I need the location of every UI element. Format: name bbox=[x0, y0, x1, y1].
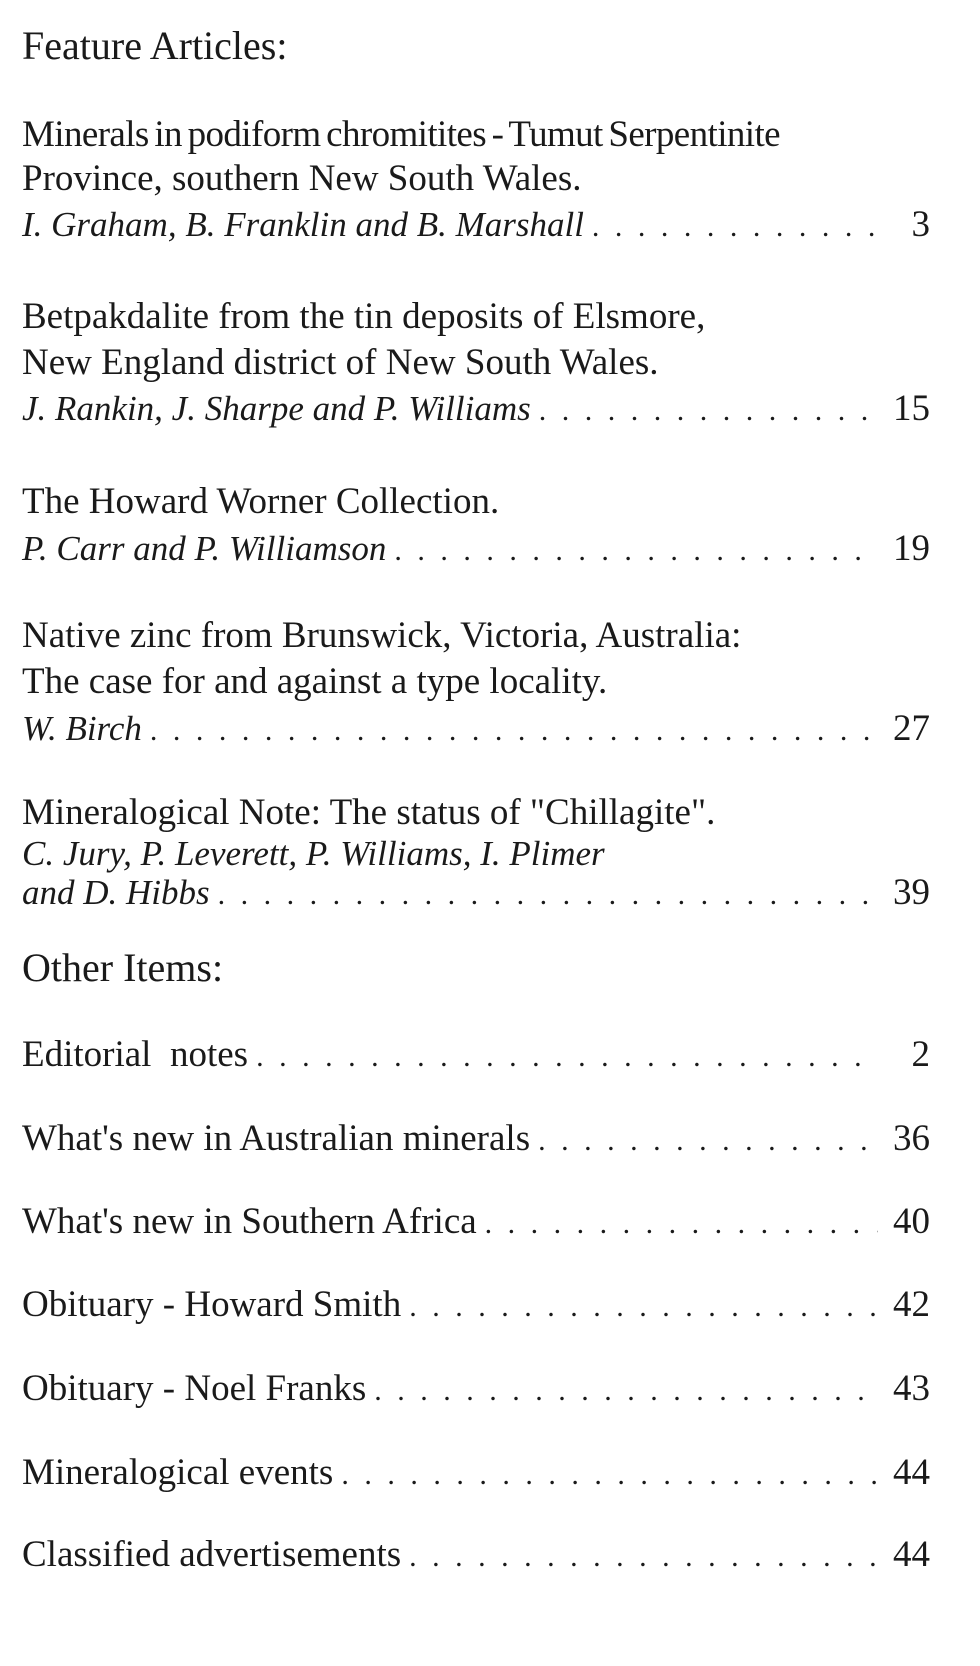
leader-dots bbox=[341, 1460, 878, 1490]
feature-1-title-line-2: Province, southern New South Wales. bbox=[22, 158, 582, 199]
feature-2-author-row[interactable] bbox=[22, 390, 930, 427]
other-items-heading: Other Items: bbox=[22, 945, 224, 990]
other-item-row[interactable] bbox=[22, 1370, 930, 1407]
other-item-page-number: 43 bbox=[893, 1368, 930, 1409]
feature-4-authors: W. Birch bbox=[22, 709, 142, 748]
other-item-page-number: 44 bbox=[893, 1452, 930, 1493]
feature-5-title-line-1: Mineralogical Note: The status of "Chillagite". bbox=[22, 792, 716, 833]
other-item-row[interactable] bbox=[22, 1536, 930, 1573]
other-item-title: Obituary - Noel Franks bbox=[22, 1368, 367, 1409]
other-item-page-number: 44 bbox=[893, 1534, 930, 1575]
feature-4-author-row[interactable] bbox=[22, 710, 930, 747]
feature-2-title-line-2: New England district of New South Wales. bbox=[22, 342, 659, 383]
feature-2-page-number: 15 bbox=[893, 388, 930, 429]
leader-dots bbox=[218, 880, 878, 910]
leader-dots bbox=[374, 1376, 878, 1406]
feature-1-author-row[interactable] bbox=[22, 206, 930, 243]
other-item-row[interactable] bbox=[22, 1454, 930, 1491]
other-item-page-number: 40 bbox=[893, 1201, 930, 1242]
other-item-row[interactable] bbox=[22, 1203, 930, 1240]
feature-5-authors-line-1: C. Jury, P. Leverett, P. Williams, I. Plimer bbox=[22, 834, 605, 873]
feature-3-author-row[interactable] bbox=[22, 530, 930, 567]
leader-dots bbox=[485, 1209, 878, 1239]
feature-3-authors: P. Carr and P. Williamson bbox=[22, 529, 387, 568]
other-item-title: What's new in Southern Africa bbox=[22, 1201, 477, 1242]
feature-1-title-line-1: Minerals in podiform chromitites - Tumut Serpentinite bbox=[22, 114, 780, 155]
other-item-title: Obituary - Howard Smith bbox=[22, 1284, 402, 1325]
leader-dots bbox=[409, 1292, 878, 1322]
feature-2-authors: J. Rankin, J. Sharpe and P. Williams bbox=[22, 389, 531, 428]
other-item-row[interactable] bbox=[22, 1120, 930, 1157]
leader-dots bbox=[150, 716, 878, 746]
feature-1-authors: I. Graham, B. Franklin and B. Marshall bbox=[22, 205, 584, 244]
leader-dots bbox=[256, 1042, 878, 1072]
other-item-row[interactable] bbox=[22, 1036, 930, 1073]
feature-5-authors-line-2: and D. Hibbs bbox=[22, 873, 210, 912]
leader-dots bbox=[592, 212, 878, 242]
feature-3-title-line-1: The Howard Worner Collection. bbox=[22, 481, 500, 522]
other-item-row[interactable] bbox=[22, 1286, 930, 1323]
other-item-page-number: 36 bbox=[893, 1118, 930, 1159]
other-item-page-number: 42 bbox=[893, 1284, 930, 1325]
feature-5-page-number: 39 bbox=[893, 872, 930, 913]
other-item-title: Editorial notes bbox=[22, 1034, 249, 1075]
other-item-page-number: 2 bbox=[911, 1034, 930, 1075]
feature-3-page-number: 19 bbox=[893, 528, 930, 569]
feature-articles-heading: Feature Articles: bbox=[22, 23, 288, 68]
leader-dots bbox=[409, 1542, 878, 1572]
feature-4-title-line-1: Native zinc from Brunswick, Victoria, Australia: bbox=[22, 615, 742, 656]
leader-dots bbox=[394, 536, 878, 566]
other-item-title: What's new in Australian minerals bbox=[22, 1118, 531, 1159]
feature-4-title-line-2: The case for and against a type locality. bbox=[22, 661, 608, 702]
feature-2-title-line-1: Betpakdalite from the tin deposits of Elsmore, bbox=[22, 296, 706, 337]
feature-1-page-number: 3 bbox=[911, 204, 930, 245]
other-item-title: Mineralogical events bbox=[22, 1452, 334, 1493]
feature-4-page-number: 27 bbox=[893, 708, 930, 749]
leader-dots bbox=[539, 396, 878, 426]
feature-5-author-row[interactable] bbox=[22, 874, 930, 911]
leader-dots bbox=[538, 1126, 878, 1156]
other-item-title: Classified advertisements bbox=[22, 1534, 402, 1575]
